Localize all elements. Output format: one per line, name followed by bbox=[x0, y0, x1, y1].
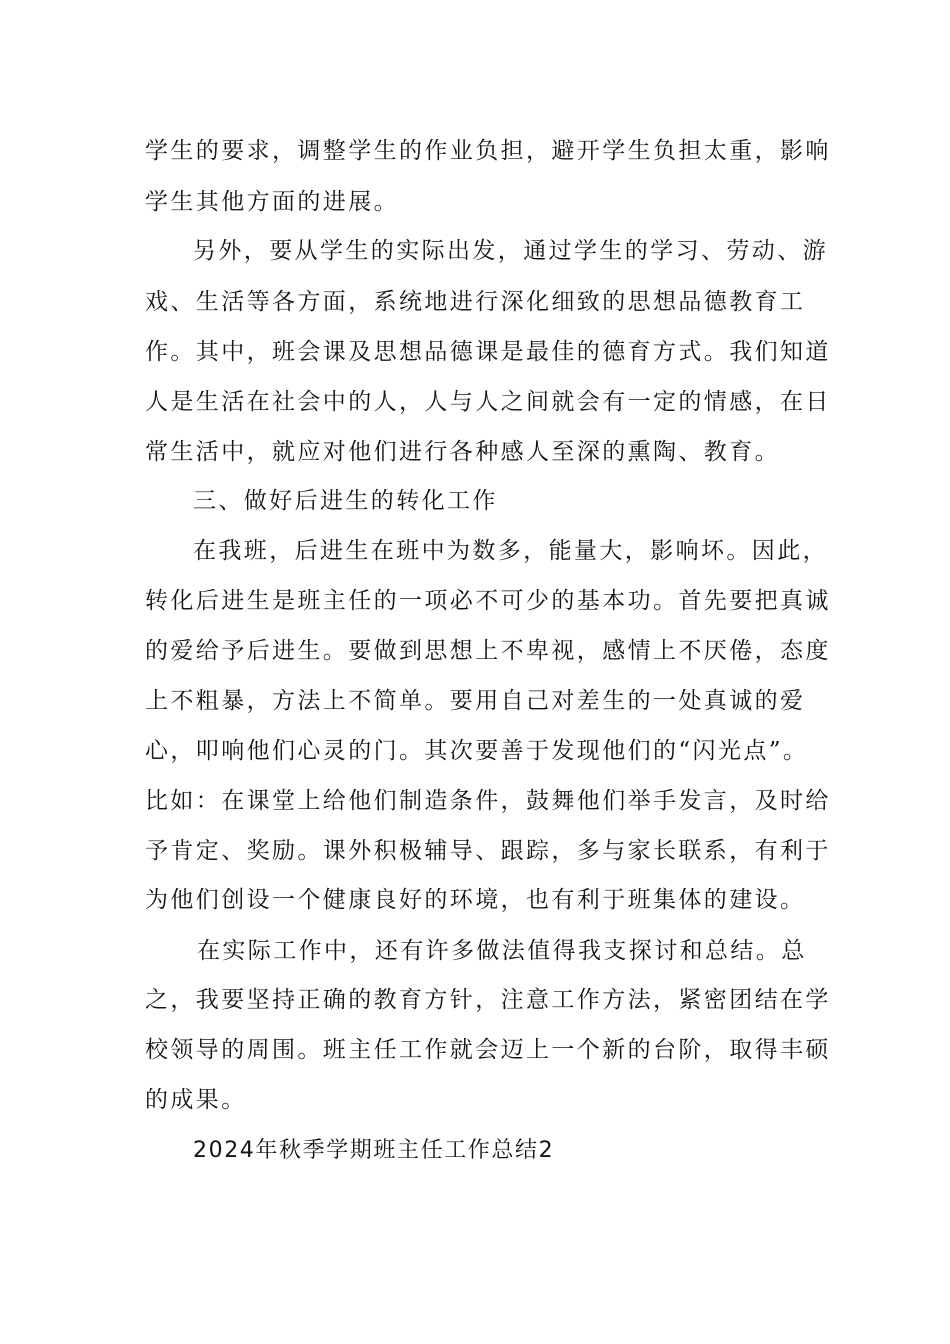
paragraph-line: 学生其他方面的进展。 bbox=[145, 189, 399, 215]
paragraph-line: 作。其中，班会课及思想品德课是最佳的德育方式。我们知道 bbox=[145, 339, 831, 365]
paragraph-line: 在我班，后进生在班中为数多，能量大，影响坏。因此， bbox=[193, 538, 828, 564]
paragraph-line: 予肯定、奖励。课外积极辅导、跟踪，多与家长联系，有利于 bbox=[145, 838, 831, 864]
paragraph-line: 心，叩响他们心灵的门。其次要善于发现他们的“闪光点”。 bbox=[145, 738, 809, 764]
paragraph-line: 上不粗暴，方法上不简单。要用自己对差生的一处真诚的爱 bbox=[145, 688, 806, 714]
paragraph-line: 学生的要求，调整学生的作业负担，避开学生负担太重，影响 bbox=[145, 138, 831, 164]
paragraph-line: 转化后进生是班主任的一项必不可少的基本功。首先要把真诚 bbox=[145, 588, 831, 614]
paragraph-line: 之，我要坚持正确的教育方针，注意工作方法，紧密团结在学 bbox=[145, 987, 831, 1013]
paragraph-line: 在实际工作中，还有许多做法值得我支探讨和总结。总 bbox=[197, 938, 807, 964]
paragraph-line: 的成果。 bbox=[145, 1087, 247, 1113]
paragraph-line: 的爱给予后进生。要做到思想上不卑视，感情上不厌倦，态度 bbox=[145, 638, 831, 664]
paragraph-line: 另外，要从学生的实际出发，通过学生的学习、劳动、游 bbox=[193, 238, 828, 264]
paragraph-line: 人是生活在社会中的人，人与人之间就会有一定的情感，在日 bbox=[145, 389, 831, 415]
paragraph-line: 校领导的周围。班主任工作就会迈上一个新的台阶，取得丰硕 bbox=[145, 1037, 831, 1063]
section-heading: 三、做好后进生的转化工作 bbox=[193, 488, 498, 514]
section-title: 2024年秋季学期班主任工作总结2 bbox=[193, 1138, 555, 1163]
paragraph-line: 比如：在课堂上给他们制造条件，鼓舞他们举手发言，及时给 bbox=[145, 788, 831, 814]
paragraph-line: 戏、生活等各方面，系统地进行深化细致的思想品德教育工 bbox=[145, 289, 806, 315]
paragraph-line: 为他们创设一个健康良好的环境，也有利于班集体的建设。 bbox=[145, 887, 806, 913]
paragraph-line: 常生活中，就应对他们进行各种感人至深的熏陶、教育。 bbox=[145, 439, 780, 465]
